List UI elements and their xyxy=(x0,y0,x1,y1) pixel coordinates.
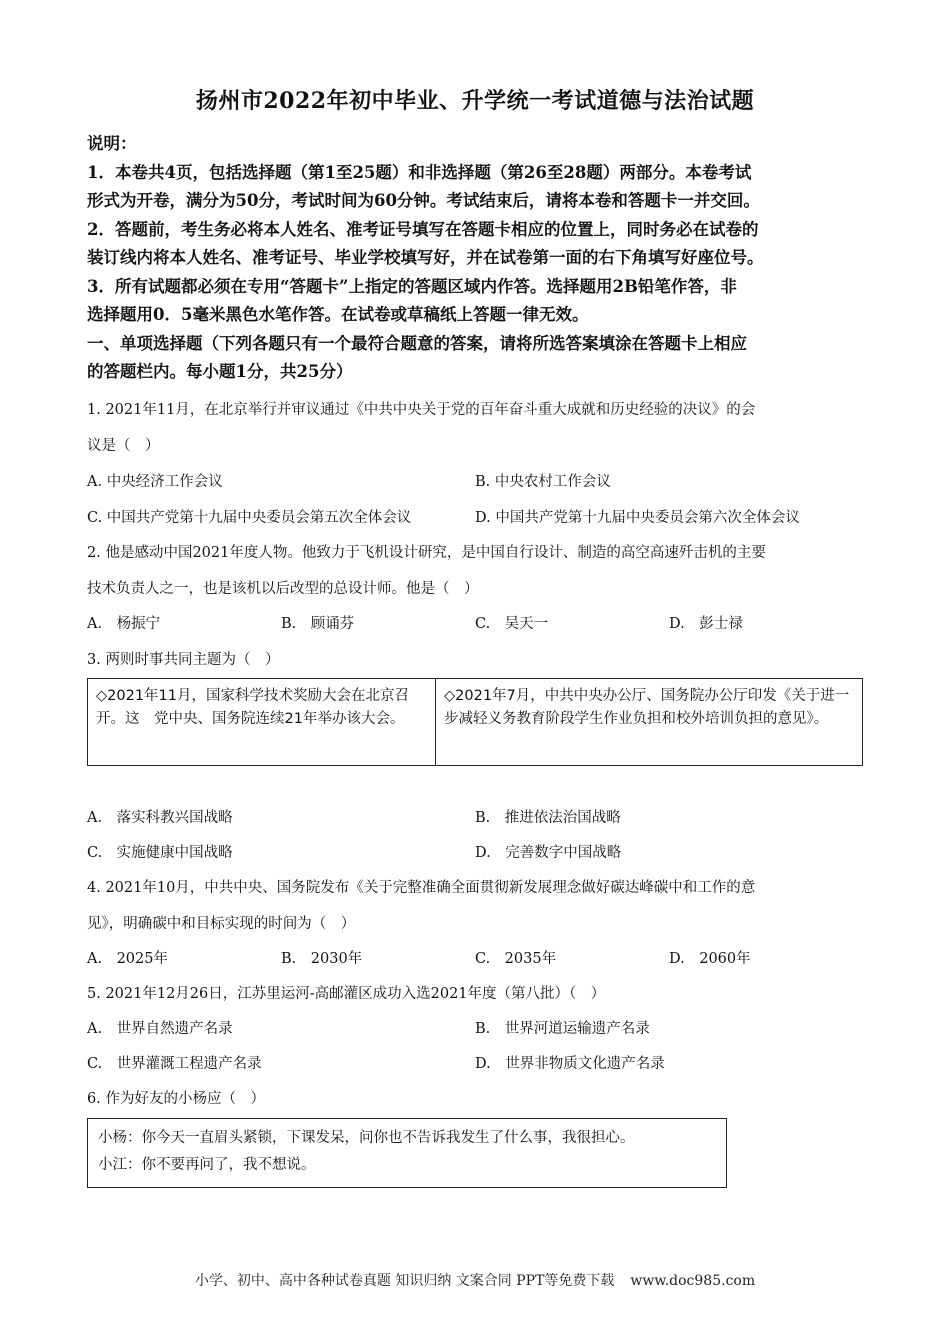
question-2-option-c: C. 吴天一 xyxy=(475,616,549,632)
question-3-text: 3. 两则时事共同主题为（ ） xyxy=(87,652,280,668)
instructions xyxy=(87,130,867,387)
page-footer xyxy=(0,1270,950,1290)
dialogue-line: 小杨：你今天一直眉头紧锁，下课发呆，问你也不告诉我发生了什么事，我很担心。 xyxy=(98,1130,635,1146)
question-3-option-b: B. 推进依法治国战略 xyxy=(475,810,621,826)
question-4-option-b: B. 2030年 xyxy=(281,951,363,967)
instruction-line: 装订线内将本人姓名、准考证号、毕业学校填写好，并在试卷第一面的右下角填写好座位号。 xyxy=(87,248,764,267)
question-1-text: 议是（ ） xyxy=(87,438,160,454)
dialogue-line: 小江：你不要再问了，我不想说。 xyxy=(98,1157,316,1173)
question-3-option-d: D. 完善数字中国战略 xyxy=(475,845,622,861)
question-1-text: 1. 2021年11月，在北京举行并审议通过《中共中央关于党的百年奋斗重大成就和历史经验的决议》的会 xyxy=(87,402,756,418)
question-6-dialogue-box xyxy=(87,1118,727,1188)
question-1-option-b: B. 中央农村工作会议 xyxy=(475,474,611,490)
instructions-heading: 说明： xyxy=(87,134,137,153)
question-6-text: 6. 作为好友的小杨应（ ） xyxy=(87,1091,265,1107)
instruction-line: 2．答题前，考生务必将本人姓名、准考证号填写在答题卡相应的位置上，同时务必在试卷的 xyxy=(87,219,759,239)
question-4-text: 4. 2021年10月，中共中央、国务院发布《关于完整准确全面贯彻新发展理念做好碳达峰碳中和工作的意 xyxy=(87,880,756,896)
question-2-option-a: A. 杨振宁 xyxy=(87,616,161,632)
news-item-right: ◇2021年7月，中共中央办公厅、国务院办公厅印发《关于进一步减轻义务教育阶段学生作业负担和校外培训负担的意见》。 xyxy=(444,688,850,727)
footer-text: 小学、初中、高中各种试卷真题 知识归纳 文案合同 PPT等免费下载 xyxy=(194,1273,615,1289)
instruction-line: 形式为开卷，满分为50分，考试时间为60分钟。考试结束后，请将本卷和答题卡一并交回。 xyxy=(87,191,760,210)
instruction-line: 1．本卷共4页，包括选择题（第1至25题）和非选择题（第26至28题）两部分。本卷考试 xyxy=(87,162,752,182)
question-5-option-c: C. 世界灌溉工程遗产名录 xyxy=(87,1056,262,1072)
question-2-text: 技术负责人之一，也是该机以后改型的总设计师。他是（ ） xyxy=(87,581,479,597)
question-1-option-c: C. 中国共产党第十九届中央委员会第五次全体会议 xyxy=(87,510,412,526)
question-3-option-c: C. 实施健康中国战略 xyxy=(87,845,233,861)
question-5-option-b: B. 世界河道运输遗产名录 xyxy=(475,1021,650,1037)
question-2-text: 2. 他是感动中国2021年度人物。他致力于飞机设计研究，是中国自行设计、制造的高空高速歼击机的主要 xyxy=(87,545,766,561)
question-4-option-c: C. 2035年 xyxy=(475,951,557,967)
page-title: 扬州市2022年初中毕业、升学统一考试道德与法治试题 xyxy=(195,88,755,114)
question-2-option-d: D. 彭士禄 xyxy=(669,616,743,632)
section-heading: 一、单项选择题（下列各题只有一个最符合题意的答案，请将所选答案填涂在答题卡上相应 xyxy=(87,333,747,353)
footer-url: www.doc985.com xyxy=(630,1273,756,1289)
section-heading: 的答题栏内。每小题1分，共25分） xyxy=(87,362,353,381)
question-2-option-b: B. 顾诵芬 xyxy=(281,616,355,632)
question-5-text: 5. 2021年12月26日，江苏里运河-高邮灌区成功入选2021年度（第八批）（ ） xyxy=(87,986,606,1002)
question-4-option-a: A. 2025年 xyxy=(87,951,168,967)
instruction-line: 选择题用0．5毫米黑色水笔作答。在试卷或草稿纸上答题一律无效。 xyxy=(87,305,589,324)
news-item-left: ◇2021年11月，国家科学技术奖励大会在北京召开。这 党中央、国务院连续21年举办该大会。 xyxy=(88,679,436,765)
question-5-option-d: D. 世界非物质文化遗产名录 xyxy=(475,1056,665,1072)
instruction-line: 3．所有试题都必须在专用“答题卡”上指定的答题区域内作答。选择题用2B铅笔作答，非 xyxy=(87,276,737,296)
question-3-option-a: A. 落实科教兴国战略 xyxy=(87,810,233,826)
question-4-option-d: D. 2060年 xyxy=(669,951,751,967)
question-1-option-d: D. 中国共产党第十九届中央委员会第六次全体会议 xyxy=(475,510,800,526)
question-3-news-box xyxy=(87,678,863,766)
question-5-option-a: A. 世界自然遗产名录 xyxy=(87,1021,233,1037)
question-1-option-a: A. 中央经济工作会议 xyxy=(87,474,223,490)
question-4-text: 见》，明确碳中和目标实现的时间为（ ） xyxy=(87,916,356,932)
